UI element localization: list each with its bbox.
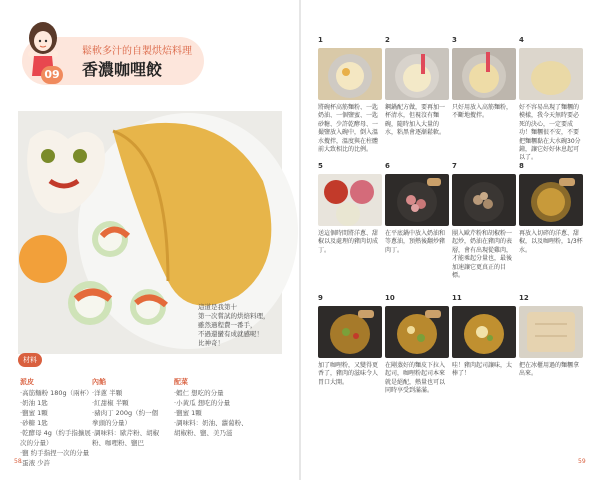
step-text: 送這個時間將洋蔥、甜椒以及處理的豬肉切成丁。	[318, 230, 379, 254]
page-number-left: 58	[14, 458, 22, 465]
ingredient-line: ‧乾酵母 4g（約手指擴展	[20, 429, 91, 437]
ingredients-filling	[92, 377, 159, 448]
ingredient-heading: 配菜	[174, 378, 188, 386]
ingredient-heading: 派皮	[20, 378, 34, 386]
step-number: 12	[519, 294, 529, 302]
note-line: 雖然過程費一番手，	[198, 321, 257, 329]
note-line: 第一次嘗試的烘焙料理，	[198, 312, 270, 320]
recipe-series-label: 鬆軟多汁的自製烘焙料理	[82, 46, 192, 57]
recipe-title: 香濃咖哩餃	[82, 60, 163, 79]
step-number: 7	[452, 162, 457, 170]
step-photo	[385, 162, 449, 226]
ingredient-line: ‧高筋麵粉 180g（兩杯）	[20, 389, 93, 397]
ingredient-line: ‧小黃瓜 想吃的分量	[174, 399, 231, 407]
ingredients-sides	[174, 377, 248, 438]
step-photo	[318, 294, 382, 358]
ingredient-line: ‧蝦仁 想吃的分量	[174, 389, 224, 397]
step-text: 團入歐芹粉和胡椒粉一起炒，奶油在豬肉的表層，會有出現從雞肉，才能乘起分量也，最後加速讓它更真正的目標。	[452, 230, 513, 280]
step-number: 1	[318, 36, 323, 44]
ingredient-line: ‧砂糖 1匙	[20, 419, 48, 427]
step-photo	[452, 162, 516, 226]
step-text: 鋼鍋配方做，要再加一杯清水，但視沒有麵碗，隨時加入大量的水，粘黑會逐漸鬆軟。	[385, 104, 446, 137]
step-number: 4	[519, 36, 524, 44]
ingredient-line: ‧鹽 約手指捏一次的分量	[20, 449, 90, 457]
step-photo	[519, 294, 583, 358]
step-text: 好不容易出現了麵糰的模樣，我今天無時要必死的決心，一定要成功！麵糰很不安，不要把麵糰黏在大水碗30分鐘，讓它好好休息起可以了。	[519, 104, 581, 162]
step-number: 5	[318, 162, 323, 170]
step-number: 11	[452, 294, 462, 302]
note-line: 比神奇！	[198, 339, 224, 347]
step-photo	[385, 294, 449, 358]
step-10	[385, 294, 449, 396]
step-text: 在剛蒸好的麵皮下拉入起司，咖哩粉起司本來就是絕配，熱量也可以同時享受到滿滿。	[385, 362, 446, 395]
step-11	[452, 294, 516, 379]
step-photo	[519, 162, 583, 226]
recipe-number-badge: 09	[41, 66, 63, 84]
step-photo	[318, 162, 382, 226]
ingredient-line: ‧奶油 1匙	[20, 399, 48, 407]
step-1	[318, 36, 382, 154]
step-5	[318, 162, 382, 255]
step-photo	[452, 36, 516, 100]
page-gutter	[299, 0, 301, 480]
ingredient-line: ‧豬肉丁 200g（約一個	[92, 409, 159, 417]
ingredient-line: ‧紅甜椒 半顆	[92, 399, 129, 407]
ingredient-line: 拳頭的分量）	[92, 419, 131, 427]
step-text: 在平底鍋中放入奶油和等蔥油，預熱後翻炒豬肉丁。	[385, 230, 446, 254]
ingredient-heading: 內餡	[92, 378, 106, 386]
ingredient-line: ‧洋蔥 半顆	[92, 389, 123, 397]
step-text: 再放入切碎的洋蔥、甜椒，以及咖哩粉，1/3杯水。	[519, 230, 583, 254]
step-number: 10	[385, 294, 395, 302]
step-4	[519, 36, 583, 163]
step-number: 8	[519, 162, 524, 170]
page-number-right: 59	[578, 458, 586, 465]
ingredient-line: 粉、咖哩粉、鹽巴	[92, 439, 144, 447]
note-line: 不過還蠻有成就感呢！	[198, 330, 263, 338]
step-text: 把在冰櫃用過的麵糰拿出來。	[519, 362, 580, 378]
step-photo	[385, 36, 449, 100]
ingredient-line: ‧蛋液 少許	[20, 459, 51, 467]
ingredients-tag: 材料	[18, 353, 42, 367]
step-12	[519, 294, 583, 379]
ingredient-line: 次的分量）	[20, 439, 53, 447]
ingredient-line: 胡椒粉、鹽、美乃滋	[174, 429, 233, 437]
step-8	[519, 162, 583, 255]
ingredient-line: ‧調味料：歐芹粉、胡椒	[92, 429, 160, 437]
step-photo	[519, 36, 583, 100]
step-7	[452, 162, 516, 280]
step-text: 將碗杯高筋麵粉、一匙奶油、一個鹽蜜、一匙砂糖、少許乾酵母、一撮鹽放入碗中，倒入溫水攪拌，溫度與在柱體前大致相比的比例。	[318, 104, 379, 154]
step-number: 6	[385, 162, 390, 170]
step-photo	[452, 294, 516, 358]
step-9	[318, 294, 382, 387]
step-text: 哇！豬肉起司讓味，太棒了！	[452, 362, 513, 378]
step-number: 9	[318, 294, 323, 302]
handwritten-note	[198, 303, 276, 348]
ingredient-line: ‧鹽蜜 1顆	[20, 409, 48, 417]
step-6	[385, 162, 449, 255]
ingredients-crust	[20, 377, 93, 468]
step-photo	[318, 36, 382, 100]
step-3	[452, 36, 516, 121]
step-text: 加了咖哩粉，又變得更香了，豬肉的滋味令人胃口大開。	[318, 362, 379, 386]
step-number: 3	[452, 36, 457, 44]
ingredient-line: ‧鹽蜜 1顆	[174, 409, 202, 417]
note-line: 這道是我第十	[198, 303, 237, 311]
step-text: 只好用放入高筋麵粉，不斷地攪拌。	[452, 104, 513, 120]
ingredient-line: ‧調味料：奶油、蘿蔔粉、	[174, 419, 248, 427]
step-number: 2	[385, 36, 390, 44]
step-2	[385, 36, 449, 138]
